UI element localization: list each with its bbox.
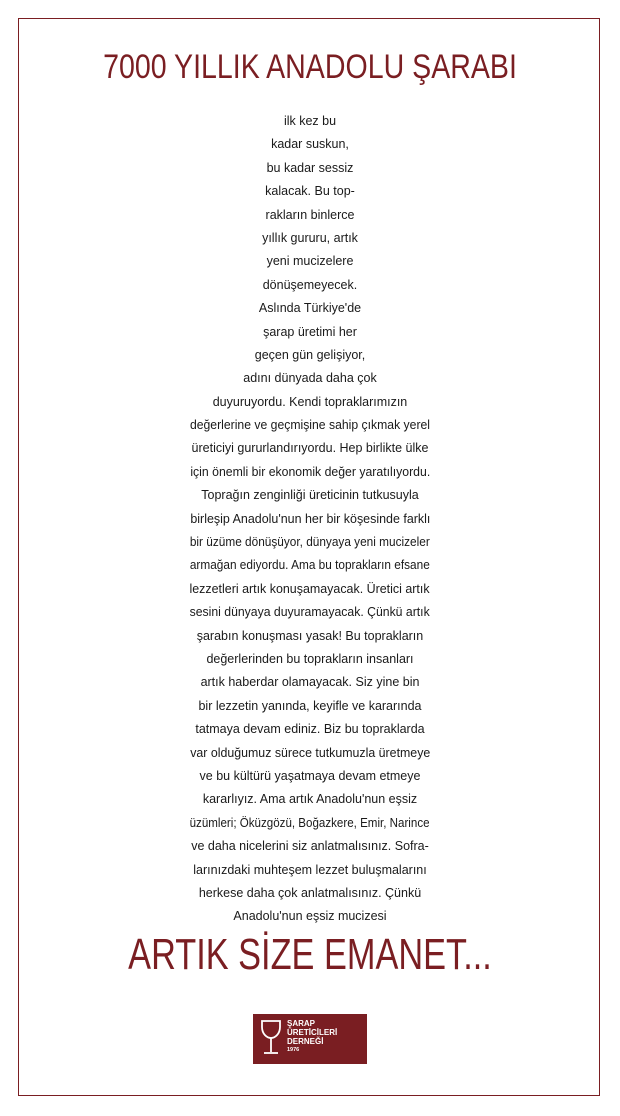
body-line [0,671,620,694]
logo-line-3: DERNEĞİ [287,1037,324,1046]
tagline: ARTIK SİZE EMANET... [128,930,492,979]
body-line [0,227,620,250]
body-line-text: artık haberdar olamayacak. Siz yine bin [200,675,420,690]
logo-line-2: ÜRETİCİLERİ [287,1028,338,1037]
body-line [0,531,620,554]
body-text [0,110,620,929]
body-line [0,180,620,203]
body-line [0,695,620,718]
body-line-text: duyuruyordu. Kendi topraklarımızın [212,394,408,409]
body-line [0,250,620,273]
body-line-text: şarabın konuşması yasak! Bu toprakların [196,628,424,643]
body-line-text: tatmaya devam ediniz. Biz bu topraklarda [195,722,425,737]
body-line-text: armağan ediyordu. Ama bu toprakların efsane [190,558,430,573]
body-line-text: üzümleri; Öküzgözü, Boğazkere, Emir, Narince [190,815,430,830]
body-line-text: bu kadar sessiz [266,160,354,175]
body-line-text: değerlerine ve geçmişine sahip çıkmak yerel [189,418,431,433]
body-line-text: lezzetleri artık konuşamayacak. Üretici artık [189,581,431,596]
logo-text [287,1019,337,1055]
body-line [0,367,620,390]
body-line [0,625,620,648]
body-line-text: rakların binlerce [265,207,355,222]
body-line [0,718,620,741]
body-line [0,859,620,882]
body-line-text: geçen gün gelişiyor, [254,347,366,362]
body-line-text: kararlıyız. Ama artık Anadolu'nun eşsiz [202,792,418,807]
body-line [0,110,620,133]
body-line-text: üreticiyi gururlandırıyordu. Hep birlikte ülke [191,441,429,456]
body-line [0,788,620,811]
headline: 7000 YILLIK ANADOLU ŞARABI [103,48,517,86]
body-line [0,742,620,765]
body-line-text: için önemli bir ekonomik değer yaratılıyordu. [190,464,430,479]
body-line-text: var olduğumuz sürece tutkumuzla üretmeye [189,745,431,760]
body-line [0,765,620,788]
body-line [0,484,620,507]
body-line-text: yeni mucizelere [266,254,354,269]
body-line-text: şarap üretimi her [263,324,357,339]
body-line-text: yıllık gururu, artık [262,230,358,245]
body-line [0,508,620,531]
body-line [0,133,620,156]
body-line-text: sesini dünyaya duyuramayacak. Çünkü artık [189,605,431,620]
body-line-text: Aslında Türkiye'de [258,301,362,316]
body-line-text: bir üzüme dönüşüyor, dünyaya yeni mucizeler [190,535,430,550]
wine-glass-icon [259,1019,283,1059]
body-line-text: adını dünyada daha çok [243,371,377,386]
body-line [0,297,620,320]
body-line [0,835,620,858]
body-line [0,437,620,460]
logo-year: 1976 [287,1047,300,1053]
body-line [0,812,620,835]
body-line-text: kadar suskun, [271,137,349,152]
body-line [0,414,620,437]
body-line [0,461,620,484]
association-logo [253,1014,367,1064]
body-line [0,391,620,414]
body-line [0,157,620,180]
body-line-text: Toprağın zenginliği üreticinin tutkusuyla [201,488,419,503]
body-line-text: ve bu kültürü yaşatmaya devam etmeye [199,768,421,783]
body-line [0,204,620,227]
body-line [0,578,620,601]
body-line-text: birleşip Anadolu'nun her bir köşesinde farklı [189,511,430,526]
body-line-text: ilk kez bu [283,114,337,128]
body-line-text: dönüşemeyecek. [262,277,358,292]
body-line [0,601,620,624]
body-line [0,321,620,344]
body-line [0,648,620,671]
body-line-text: ve daha nicelerini siz anlatmalısınız. Sofra- [191,839,429,854]
body-line-text: değerlerinden bu toprakların insanları [206,651,414,666]
body-line-text: Anadolu'nun eşsiz mucizesi [233,909,387,924]
body-line-text: kalacak. Bu top- [265,184,355,199]
body-line [0,905,620,928]
body-line [0,344,620,367]
logo-line-1: ŞARAP [287,1019,316,1028]
body-line-text: bir lezzetin yanında, keyifle ve kararında [198,698,422,713]
body-line [0,554,620,577]
body-line-text: herkese daha çok anlatmalısınız. Çünkü [198,885,422,900]
body-line [0,274,620,297]
body-line [0,882,620,905]
body-line-text: larınızdaki muhteşem lezzet buluşmalarını [193,862,427,877]
